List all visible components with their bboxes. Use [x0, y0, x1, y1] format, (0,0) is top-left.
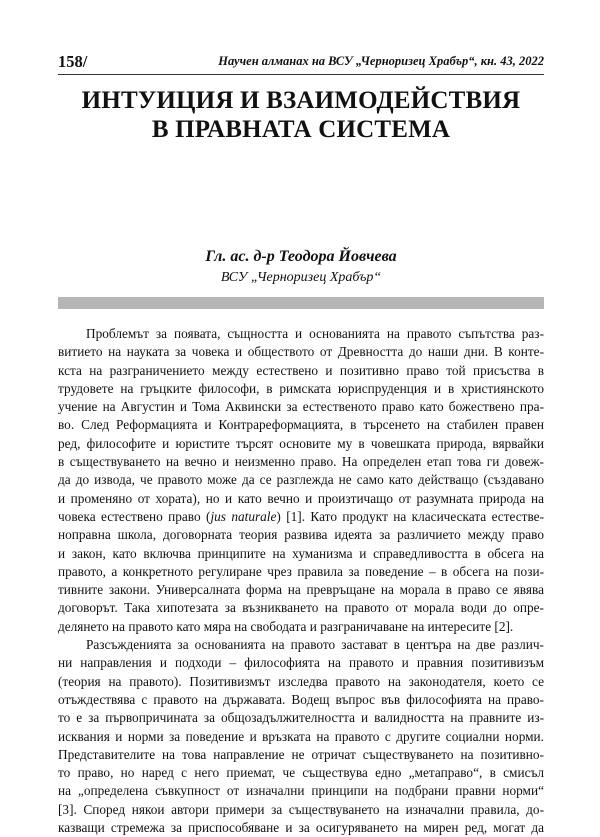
body-line: да до извода, че правото може да се разглежда не само като действащо (създавано: [58, 472, 544, 488]
body-line: во. След Реформацията и Контрареформацията, в търсенето на стабилен правен: [58, 417, 544, 433]
body-line: то е за първопричината за общозадължителността и валидността на правните из-: [58, 710, 544, 726]
body-line-mixed: [58, 508, 544, 526]
body-line: Проблемът за появата, същността и основанията на правото съпътства раз-: [86, 326, 544, 341]
decorative-band: [58, 297, 544, 309]
body-line: исквания и норми за поведение и връзката на правото с другите социални норми.: [58, 728, 544, 744]
body-line: ноправна школа, договорната теория развива идеята за различието между право: [58, 527, 544, 543]
page-number: 158/: [58, 52, 88, 71]
body-line: и променяно от хората), но и като вечно и произтичащо от разумната природа на: [58, 490, 544, 506]
body-line: правото, а конкретното регулиране чрез правила за поведение – в обсега на пози-: [58, 563, 544, 579]
header-divider: [58, 74, 544, 75]
running-title: Научен алманах на ВСУ „Черноризец Храбър“, кн. 43, 2022: [218, 54, 544, 68]
body-line: тивните закони. Универсалната форма на превръщане на морала в право се явява: [58, 582, 544, 598]
page-header: [58, 52, 544, 72]
body-line: в съществуването на вечно и неизменно право. На определен етап това ги довеж-: [58, 454, 544, 470]
body-line: витието на науката за човека и обществото от Древността до наши дни. В конте-: [58, 344, 544, 360]
body-line: [3]. Според някои автори примери за съществуването на изначални правила, до-: [58, 801, 544, 817]
body-line: ни направления и подходи – философията на правото и правния позитивизъм: [58, 655, 544, 671]
body-line: договорът. Така хипотезата за възникването на правото от морала води до опре-: [58, 600, 544, 616]
body-line: (теория на правото). Позитивизмът изследва правото на законодателя, което се: [58, 673, 544, 689]
body-line: ред, философите и юристите търсят основите му в човешката природа, вярвайки: [58, 435, 544, 451]
body-line: учение на Августин и Тома Аквински за естественото право като божествено пра-: [58, 399, 544, 415]
article-body: [58, 325, 544, 837]
body-line: казващи стремежа за приспособяване и за осигуряването на мирен ред, могат да: [58, 820, 544, 836]
body-line: и закон, като включва принципите на хуманизма и справедливостта в обсега на: [58, 545, 544, 561]
body-line: отъждествява с правото на държавата. Водещ въпрос във философията на право-: [58, 691, 544, 707]
body-segment: ) [1]. Като продукт на класическата естестве-: [276, 508, 544, 524]
body-line: делянето на правото като мяра на свободата и разграничаване на интересите [2].: [58, 618, 514, 634]
body-line: на „определена съвкупност от изначални принципи на подбрани правни норми“: [58, 783, 544, 799]
title-line-2: В ПРАВНАТА СИСТЕМА: [151, 116, 451, 143]
body-segment: човека естествено право (: [58, 508, 211, 524]
title-line-1: ИНТУИЦИЯ И ВЗАИМОДЕЙСТВИЯ: [81, 87, 521, 114]
article-title: [58, 86, 544, 144]
body-line: Разсъжденията за основанията на правото застават в центъра на две различ-: [86, 637, 544, 653]
body-line: то право, но наред с него приемат, че съществува едно „метаправо“, в смисъл: [58, 765, 544, 781]
author-name: Гл. ас. д-р Теодора Йовчева: [205, 248, 397, 265]
body-line: трудовете на гръцките философи, в римската юриспруденция и в християнското: [58, 380, 544, 396]
body-line: Представителите на това направление не отричат съществуването на позитивно-: [58, 746, 544, 762]
body-line: кста на разграничението между естествено и позитивно право той присъства в: [58, 362, 544, 378]
author-affiliation: ВСУ „Черноризец Храбър“: [220, 270, 382, 285]
latin-term: jus naturale: [210, 508, 277, 524]
